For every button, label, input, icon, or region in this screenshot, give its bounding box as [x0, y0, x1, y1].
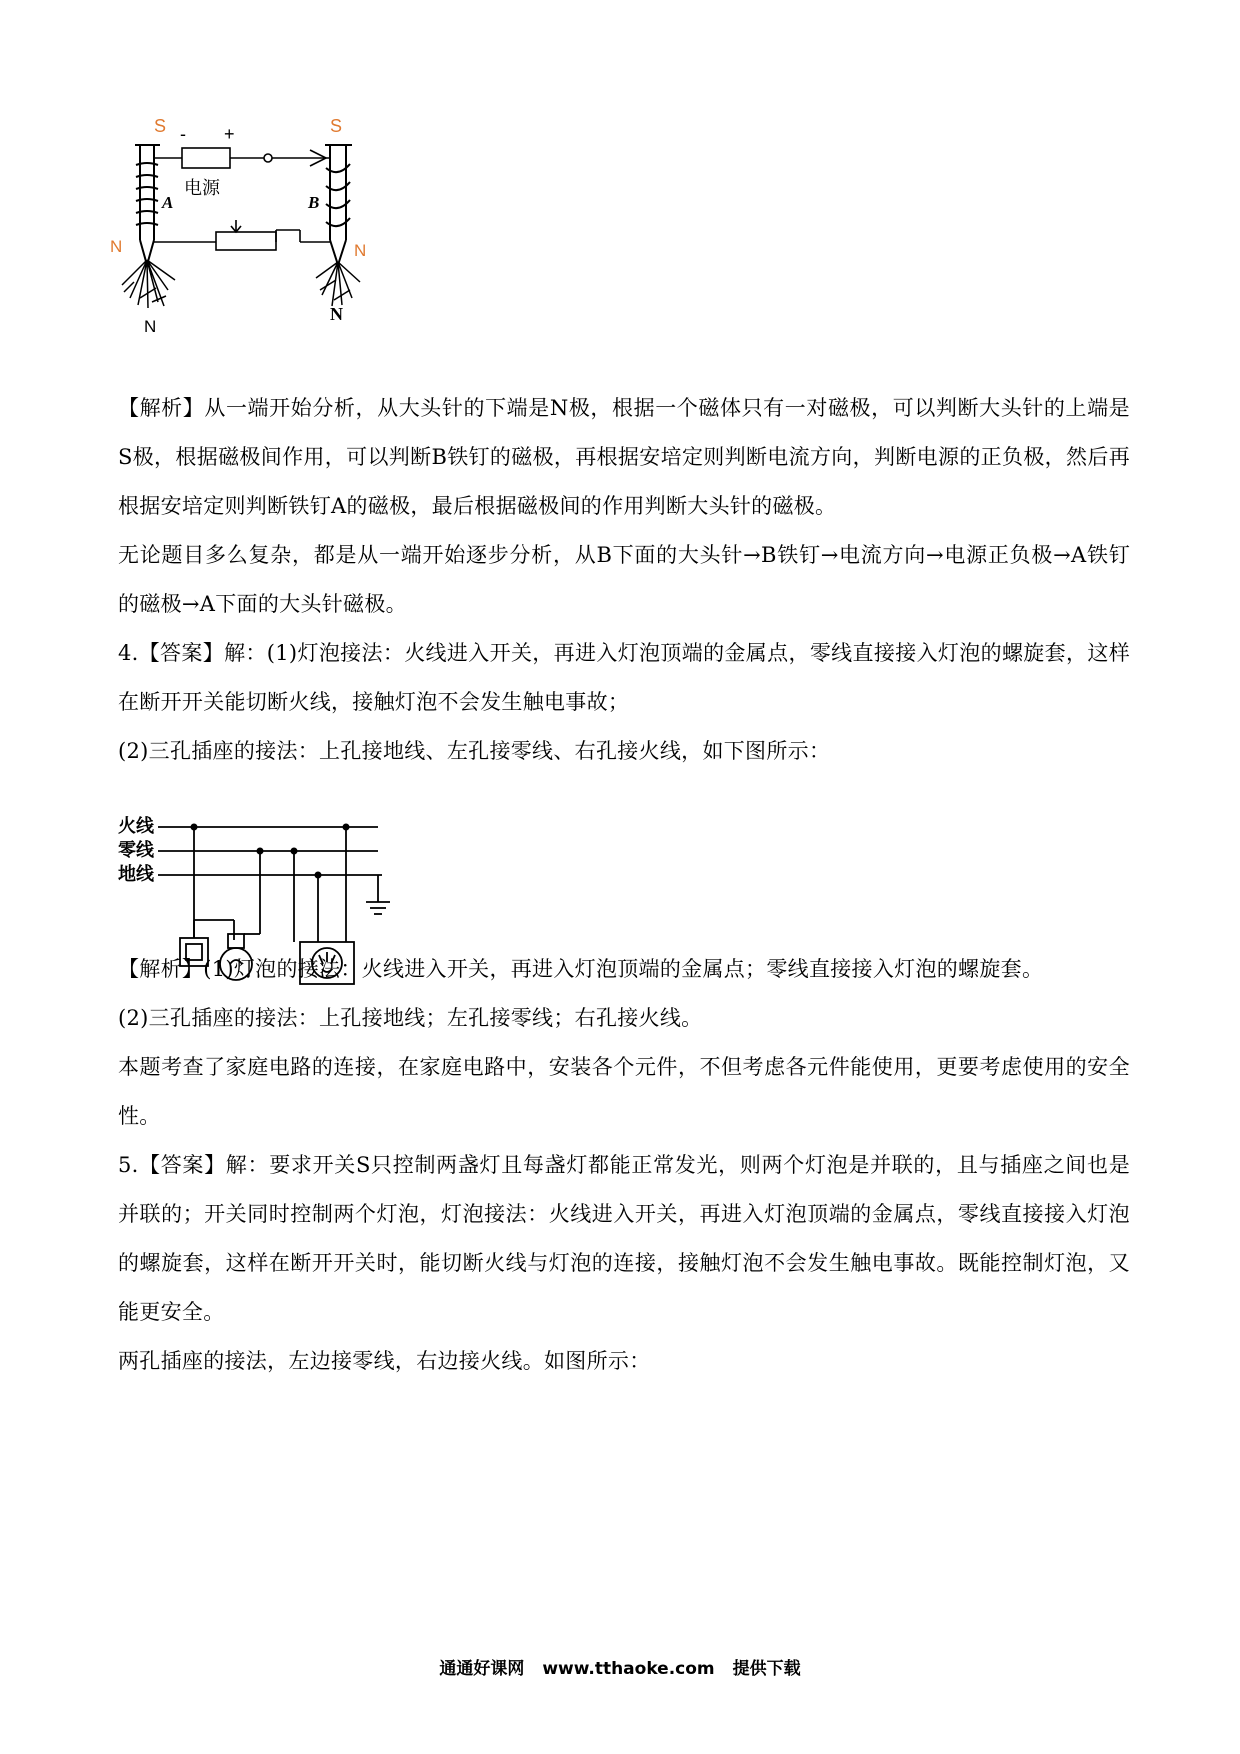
- pole-label-n-bottom-left: N: [144, 317, 157, 336]
- power-circuit-top: [154, 148, 330, 168]
- ground-wire-label: 地线: [118, 864, 154, 885]
- plus-label: +: [224, 124, 235, 144]
- pole-label-n-right: N: [354, 241, 367, 260]
- analysis-socket-paragraph: (2)三孔插座的接法：上孔接地线；左孔接零线；右孔接火线。: [118, 1006, 703, 1030]
- analysis-block-2: [118, 945, 1130, 1386]
- footer-site-name: 通通好课网: [439, 1659, 525, 1679]
- answer-4-socket-paragraph: (2)三孔插座的接法：上孔接地线、左孔接零线、右孔接火线，如下图所示：: [118, 739, 831, 763]
- rheostat-circuit: [154, 220, 330, 250]
- analysis-paragraph-2: 【解析】(1)灯泡的接法：火线进入开关，再进入灯泡顶端的金属点；零线直接接入灯泡的螺旋套。: [118, 957, 1044, 981]
- pole-label-n-bottom-right: N: [330, 304, 343, 324]
- live-wire-label: 火线: [118, 816, 154, 837]
- summary-paragraph: 无论题目多么复杂，都是从一端开始逐步分析，从B下面的大头针→B铁钉→电流方向→电源正负极→A铁钉的磁极→A下面的大头针磁极。: [118, 543, 1130, 616]
- analysis-paragraph-1: 【解析】从一端开始分析，从大头针的下端是N极，根据一个磁体只有一对磁极，可以判断大头针的上端是S极，根据磁极间作用，可以判断B铁钉的磁极，再根据安培定则判断电流方向，判断电源的正负极，然后再根据安培定则判断铁钉A的磁极，最后根据磁极间的作用判断大头针的磁极。: [118, 396, 1130, 518]
- neutral-wire-label: 零线: [118, 840, 154, 861]
- label-b: B: [308, 193, 320, 212]
- right-pins: [316, 262, 360, 306]
- page-footer: [0, 1654, 1240, 1679]
- pole-label-s-right: S: [330, 116, 343, 136]
- left-pins: [122, 260, 175, 308]
- power-source-label: 电源: [184, 178, 220, 199]
- footer-suffix: 提供下载: [732, 1659, 801, 1679]
- pole-label-n-left: N: [110, 237, 123, 256]
- label-a: A: [162, 193, 174, 212]
- minus-label: -: [180, 124, 186, 144]
- answer-5-paragraph: 5.【答案】解：要求开关S只控制两盏灯且每盏灯都能正常发光，则两个灯泡是并联的，且与插座之间也是并联的；开关同时控制两个灯泡，灯泡接法：火线进入开关，再进入灯泡顶端的金属点，零线直接接入灯泡的螺旋套，这样在断开开关时，能切断火线与灯泡的连接，接触灯泡不会发生触电事故。既能控制灯泡，又能更安全。: [118, 1153, 1130, 1324]
- pole-label-s-left: S: [154, 116, 167, 136]
- analysis-block-1: [118, 384, 1130, 776]
- two-hole-socket-paragraph: 两孔插座的接法，左边接零线，右边接火线。如图所示：: [118, 1349, 651, 1373]
- safety-note-paragraph: 本题考查了家庭电路的连接，在家庭电路中，安装各个元件，不但考虑各元件能使用，更要考虑使用的安全性。: [118, 1055, 1130, 1128]
- footer-url-link[interactable]: www.tthaoke.com: [542, 1659, 715, 1679]
- answer-4-paragraph: 4.【答案】解：(1)灯泡接法：火线进入开关，再进入灯泡顶端的金属点，零线直接接入灯泡的螺旋套，这样在断开开关能切断火线，接触灯泡不会发生触电事故；: [118, 641, 1130, 714]
- electromagnet-diagram: [110, 110, 440, 380]
